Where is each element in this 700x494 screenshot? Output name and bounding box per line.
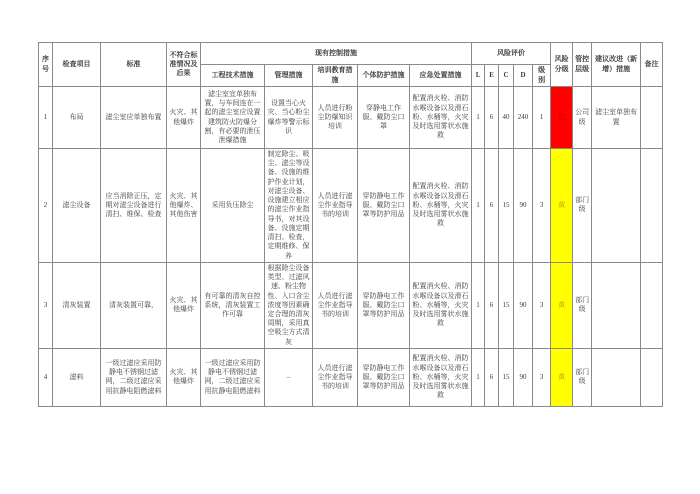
header-nonconform: 不符合标准情况及后果 xyxy=(167,43,201,87)
cell-remark xyxy=(641,348,663,406)
cell-management: 设置当心火灾、当心粉尘爆炸等警示标识 xyxy=(265,87,313,149)
risk-grade-badge: 黄 xyxy=(551,348,573,406)
cell-management: 根据除尘设备类型、过滤风速、粉尘物性、入口含尘浓度等因素确定合理的清灰周期，采用真空吸尘方式清灰 xyxy=(265,262,313,348)
header-risk-grade: 风险分级 xyxy=(551,43,573,87)
table-row xyxy=(39,262,663,348)
cell-standard: 应当消除正压，定期对滤尘设备进行清扫、维保、检查 xyxy=(101,149,167,263)
cell-management: – xyxy=(265,348,313,406)
cell-no: 1 xyxy=(39,87,53,149)
cell-item: 清灰装置 xyxy=(53,262,101,348)
cell-control-level: 部门级 xyxy=(573,262,592,348)
cell-nonconform: 火灾、其他爆炸、其他伤害 xyxy=(167,149,201,263)
cell-L: 1 xyxy=(472,348,485,406)
cell-standard: 清灰装置可靠， xyxy=(101,262,167,348)
cell-no: 2 xyxy=(39,149,53,263)
cell-no: 3 xyxy=(39,262,53,348)
cell-training: 人员进行滤尘作业指导书的培训 xyxy=(313,149,358,263)
header-D: D xyxy=(514,65,533,87)
cell-E: 6 xyxy=(485,262,499,348)
cell-D: 90 xyxy=(514,348,533,406)
cell-management: 制定除尘、吸尘、滤尘等设备、设施的维护作业计划，对滤尘设备、设施建立相应的滤尘作业指导书，对其设备、设施定期清扫、检查，定期维修、保养 xyxy=(265,149,313,263)
cell-ppe: 穿防静电工作服、戴防尘口罩等防护用品 xyxy=(358,348,410,406)
risk-grade-badge: 红 xyxy=(551,87,573,149)
cell-L: 1 xyxy=(472,87,485,149)
cell-L: 1 xyxy=(472,262,485,348)
cell-control-level: 公司级 xyxy=(573,87,592,149)
risk-assessment-table xyxy=(38,42,663,407)
cell-engineering: 有可靠的清灰自控系统，清灰装置工作可靠 xyxy=(201,262,265,348)
cell-item: 滤料 xyxy=(53,348,101,406)
header-engineering: 工程技术措施 xyxy=(201,65,265,87)
cell-remark xyxy=(641,87,663,149)
header-ppe: 个体防护措施 xyxy=(358,65,410,87)
header-C: C xyxy=(499,65,514,87)
cell-C: 15 xyxy=(499,348,514,406)
cell-D: 240 xyxy=(514,87,533,149)
table-row xyxy=(39,149,663,263)
cell-D: 90 xyxy=(514,262,533,348)
cell-ppe: 穿静电工作服、戴防尘口罩 xyxy=(358,87,410,149)
cell-E: 6 xyxy=(485,348,499,406)
cell-remark xyxy=(641,149,663,263)
header-risk-eval: 风险评价 xyxy=(472,43,551,65)
cell-suggestion xyxy=(592,348,641,406)
cell-standard: 滤尘室应单独布置 xyxy=(101,87,167,149)
header-L: L xyxy=(472,65,485,87)
cell-level: 3 xyxy=(533,348,551,406)
header-training: 培训教育措施 xyxy=(313,65,358,87)
cell-standard: 一级过滤应采用防静电不锈钢过滤网，二级过滤应采用抗静电阻燃滤料 xyxy=(101,348,167,406)
cell-E: 6 xyxy=(485,87,499,149)
cell-suggestion xyxy=(592,262,641,348)
cell-suggestion: 滤尘室单独布置 xyxy=(592,87,641,149)
header-existing-measures: 现有控制措施 xyxy=(201,43,472,65)
cell-L: 1 xyxy=(472,149,485,263)
cell-nonconform: 火灾、其他爆炸 xyxy=(167,87,201,149)
cell-C: 40 xyxy=(499,87,514,149)
cell-level: 3 xyxy=(533,262,551,348)
cell-item: 滤尘设备 xyxy=(53,149,101,263)
risk-grade-badge: 黄 xyxy=(551,262,573,348)
header-management: 管理措施 xyxy=(265,65,313,87)
header-remark: 备注 xyxy=(641,43,663,87)
cell-ppe: 穿防静电工作服、戴防尘口罩等防护用品 xyxy=(358,149,410,263)
risk-grade-badge: 黄 xyxy=(551,149,573,263)
cell-level: 3 xyxy=(533,149,551,263)
cell-nonconform: 火灾、其他爆炸 xyxy=(167,262,201,348)
cell-suggestion xyxy=(592,149,641,263)
header-control-level: 管控层级 xyxy=(573,43,592,87)
header-E: E xyxy=(485,65,499,87)
cell-engineering: 滤尘室宜单独布置，与车间连在一起的滤尘室应设置建筑防火防爆分割，有必要的泄压泄爆措施 xyxy=(201,87,265,149)
cell-C: 15 xyxy=(499,262,514,348)
header-row-1 xyxy=(39,43,663,65)
risk-assessment-table-sheet xyxy=(38,42,663,407)
cell-training: 人员进行滤尘作业指导书的培训 xyxy=(313,262,358,348)
cell-control-level: 部门级 xyxy=(573,348,592,406)
cell-emergency: 配置消火栓、消防水喉设备以及滑石粉、水桶等，火灾及时选用雾状水施救 xyxy=(410,87,472,149)
cell-E: 6 xyxy=(485,149,499,263)
cell-control-level: 部门级 xyxy=(573,149,592,263)
header-emergency: 应急处置措施 xyxy=(410,65,472,87)
cell-item: 布局 xyxy=(53,87,101,149)
cell-ppe: 穿防静电工作服、戴防尘口罩等防护用品 xyxy=(358,262,410,348)
cell-training: 人员进行滤尘作业指导书的培训 xyxy=(313,348,358,406)
cell-D: 90 xyxy=(514,149,533,263)
header-item: 检查项目 xyxy=(53,43,101,87)
cell-level: 1 xyxy=(533,87,551,149)
cell-engineering: 采用负压除尘 xyxy=(201,149,265,263)
cell-engineering: 一级过滤应采用防静电不锈钢过滤网，二级过滤应采用抗静电阻燃滤料 xyxy=(201,348,265,406)
cell-nonconform: 火灾、其他爆炸 xyxy=(167,348,201,406)
header-suggestion: 建议改进（新增）措施 xyxy=(592,43,641,87)
header-standard: 标准 xyxy=(101,43,167,87)
cell-C: 15 xyxy=(499,149,514,263)
cell-emergency: 配置消火栓、消防水喉设备以及滑石粉、水桶等，火灾及时选用雾状水施救 xyxy=(410,262,472,348)
cell-emergency: 配置消火栓、消防水喉设备以及滑石粉、水桶等，火灾及时选用雾状水施救 xyxy=(410,348,472,406)
header-level: 级别 xyxy=(533,65,551,87)
table-row xyxy=(39,87,663,149)
cell-emergency: 配置消火栓、消防水喉设备以及滑石粉、水桶等，火灾及时选用雾状水施救 xyxy=(410,149,472,263)
header-no: 序号 xyxy=(39,43,53,87)
cell-training: 人员进行粉尘防爆知识培训 xyxy=(313,87,358,149)
cell-no: 4 xyxy=(39,348,53,406)
table-row xyxy=(39,348,663,406)
cell-remark xyxy=(641,262,663,348)
